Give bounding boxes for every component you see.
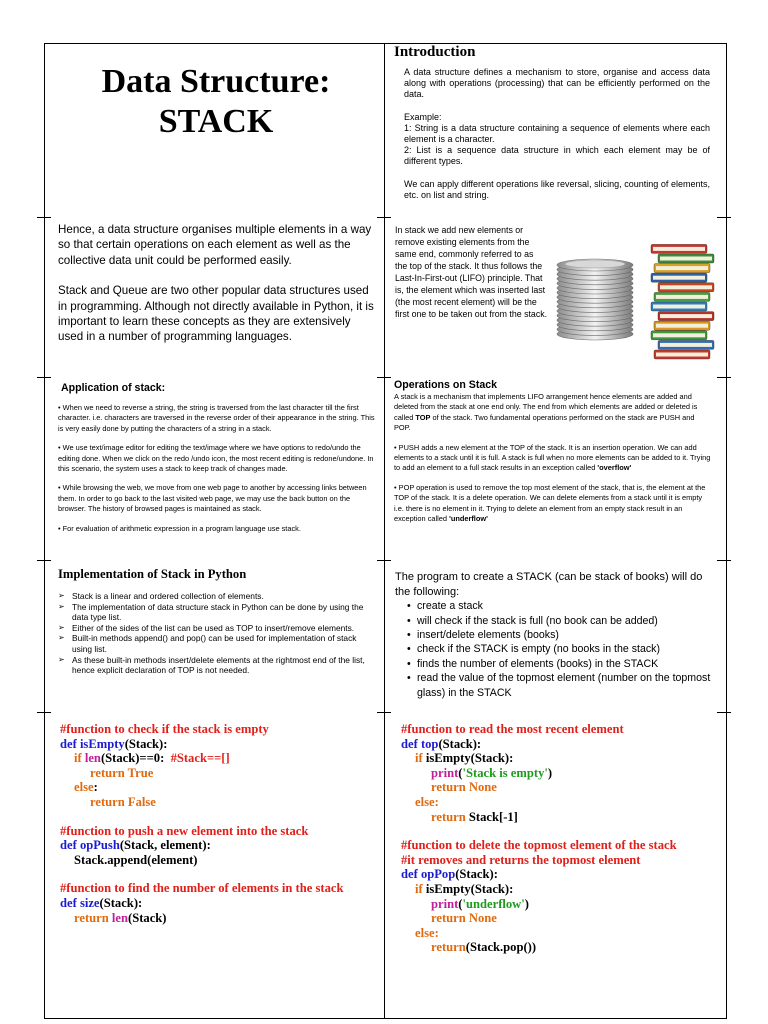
- code-text: (Stack):: [438, 736, 482, 751]
- program-item: • create a stack: [407, 599, 717, 613]
- book-pages: [656, 353, 708, 357]
- code-keyword: def: [60, 895, 80, 910]
- intro-paragraph: A data structure defines a mechanism to store, organise and access data along with operations (processing) that can be efficiently performed on the data.: [404, 67, 710, 100]
- row-tick: [717, 217, 731, 218]
- code-text: (Stack): [128, 910, 167, 925]
- program-section: [395, 570, 717, 710]
- code-text: (Stack.pop()): [465, 940, 537, 955]
- row-tick: [37, 377, 51, 378]
- operations-paragraph: [394, 392, 712, 434]
- book-pages: [653, 276, 705, 280]
- code-text: ): [524, 896, 529, 911]
- code-builtin: len: [111, 910, 128, 925]
- code-keyword: if: [74, 751, 85, 766]
- code-keyword: def: [60, 838, 80, 853]
- code-line: [401, 810, 719, 825]
- code-text: (Stack):: [124, 736, 168, 751]
- code-builtin: len: [84, 751, 101, 766]
- implementation-section: [58, 567, 376, 707]
- title-line-1: Data Structure:: [101, 63, 331, 100]
- hence-section: [58, 222, 376, 372]
- application-heading: Application of stack:: [61, 382, 166, 394]
- implementation-item: ➢ As these built-in methods insert/delete elements at the rightmost end of the list, hence explicit declaration of TOP is not needed.: [58, 655, 376, 676]
- code-keyword: else: [74, 780, 94, 795]
- code-text: (: [458, 896, 463, 911]
- row-tick: [377, 377, 391, 378]
- row-tick: [717, 377, 731, 378]
- row-tick: [717, 712, 731, 713]
- program-list: [395, 599, 717, 700]
- code-text: Stack[-1]: [468, 809, 518, 824]
- book-stack-image: [648, 240, 718, 362]
- code-text: (Stack, element):: [119, 838, 211, 853]
- plate-top: [565, 260, 625, 268]
- book-pages: [660, 314, 712, 318]
- lifo-section: [395, 224, 548, 354]
- operations-top-term: TOP: [415, 412, 431, 422]
- code-string: 'underflow': [462, 896, 525, 911]
- push-description: [394, 443, 712, 474]
- code-keyword: return: [74, 910, 112, 925]
- code-keyword: return: [431, 809, 469, 824]
- code-line: [60, 780, 382, 795]
- code-line: [60, 896, 382, 911]
- program-item: • insert/delete elements (books): [407, 628, 717, 642]
- code-line: [60, 737, 382, 752]
- code-line: [60, 911, 382, 926]
- intro-example-1: 1: String is a data structure containing a sequence of elements where each element is a character.: [404, 122, 710, 145]
- application-item: • While browsing the web, we move from one web page to another by accessing links between them. In order to go back to the last visited web page, we may use the back button on the browser. The history of browsed pages is maintained as stack.: [58, 483, 367, 514]
- code-keyword: def: [401, 867, 421, 882]
- row-tick: [717, 560, 731, 561]
- code-comment: #function to push a new element into the stack: [60, 823, 309, 838]
- code-line: [401, 867, 719, 882]
- book-pages: [653, 333, 705, 337]
- row-tick: [377, 217, 391, 218]
- implementation-item: ➢ The implementation of data structure stack in Python can be done by using the data type list.: [58, 602, 376, 623]
- code-function: size: [79, 895, 100, 910]
- code-block-left: [60, 722, 382, 1012]
- program-item: • will check if the stack is full (no book can be added): [407, 614, 717, 628]
- code-line: [401, 751, 719, 766]
- code-function: top: [420, 736, 439, 751]
- code-text: :: [93, 780, 98, 795]
- code-function: opPush: [79, 838, 120, 853]
- row-tick: [37, 217, 51, 218]
- code-keyword: if: [415, 751, 426, 766]
- implementation-item: ➢ Stack is a linear and ordered collection of elements.: [58, 591, 376, 602]
- code-line: [401, 897, 719, 912]
- code-line: [60, 838, 382, 853]
- introduction-heading: Introduction: [394, 44, 476, 60]
- page-title: [56, 62, 376, 142]
- book-pages: [660, 343, 712, 347]
- code-builtin: print: [431, 765, 459, 780]
- code-line: else:: [415, 925, 439, 940]
- code-block-right: [401, 722, 719, 1012]
- code-function: opPop: [420, 867, 456, 882]
- plate-stack-image: [552, 250, 638, 342]
- code-line: return False: [90, 794, 156, 809]
- code-line: [401, 882, 719, 897]
- pop-description: [394, 483, 712, 525]
- code-comment: #function to find the number of elements in the stack: [60, 881, 344, 896]
- center-divider: [384, 43, 385, 1019]
- application-item: • When we need to reverse a string, the string is traversed from the last character till the first character. i.e. characters are traversed in the reverse order of their appearance in the string. This is very easily done by putting the characters of a string in a stack.: [58, 403, 375, 433]
- code-keyword: if: [415, 881, 426, 896]
- code-comment: #Stack==[]: [170, 751, 230, 766]
- code-builtin: print: [431, 896, 459, 911]
- code-text: ): [547, 765, 553, 780]
- underflow-term: 'underflow': [449, 514, 488, 524]
- program-item: • read the value of the topmost element (number on the topmost glass) in the STACK: [407, 671, 717, 700]
- program-intro: The program to create a STACK (can be stack of books) will do the following:: [395, 571, 703, 598]
- code-text: isEmpty(Stack):: [425, 881, 514, 896]
- book-pages: [660, 257, 712, 261]
- code-line: return None: [431, 780, 497, 795]
- code-line: [401, 940, 719, 955]
- code-line: [401, 737, 719, 752]
- code-text: (Stack):: [455, 867, 498, 882]
- code-text: (Stack):: [99, 895, 143, 910]
- implementation-item: ➢ Either of the sides of the list can be used as TOP to insert/remove elements.: [58, 623, 376, 634]
- code-line: Stack.append(element): [74, 852, 198, 867]
- code-line: [60, 751, 382, 766]
- lifo-text: In stack we add new elements or remove existing elements from the same end, commonly referred to as the top of the stack. It thus follows the Last-In-First-out (LIFO) principle. That is, the element which was inserted last (the most recent element) will be the first one to be taken out from the stack.: [395, 225, 548, 319]
- code-keyword: def: [60, 736, 80, 751]
- operations-text: of the stack. Two fundamental operations performed on the stack are PUSH and POP.: [394, 412, 695, 433]
- implementation-item: ➢ Built-in methods append() and pop() can be used for implementation of stack using list.: [58, 633, 376, 654]
- pop-text: • POP operation is used to remove the top most element of the stack, that is, the element at the TOP of the stack. It is a delete operation. We can delete elements from a stack until it is empty i.e. there is no element in it. Trying to delete an element from an empty stack result in an exception called: [394, 482, 706, 524]
- program-item: • finds the number of elements (books) in the STACK: [407, 657, 717, 671]
- hence-paragraph-1: Hence, a data structure organises multiple elements in a way so that certain operations on each element as well as the collective data unit could be performed easily.: [58, 223, 372, 267]
- intro-example-2: 2: List is a sequence data structure in which each element may be of different types.: [404, 145, 710, 167]
- hence-paragraph-2: Stack and Queue are two other popular data structures used in programming. Although not directly available in Python, it is important to learn these concepts as they are extensively used in a number of programming languages.: [58, 284, 374, 344]
- operations-section: [394, 379, 712, 557]
- book-pages: [653, 305, 705, 309]
- code-line: return None: [431, 911, 497, 926]
- code-keyword: return: [431, 940, 466, 955]
- code-comment: #function to delete the topmost element of the stack: [401, 838, 677, 853]
- operations-text: A stack is a mechanism that implements LIFO arrangement hence elements are added and deleted from the stack at one end only. The end from which elements are added or deleted is called: [394, 392, 698, 422]
- code-line: return True: [90, 765, 154, 780]
- code-comment: #function to check if the stack is empty: [60, 722, 269, 736]
- application-item: • We use text/image editor for editing the text/image where we have options to redo/undo the editing done. When we click on the redo /undo icon, the most recent editing is redone/undone. In this scenario, the system uses a stack to keep track of changes made.: [58, 443, 374, 474]
- row-tick: [37, 560, 51, 561]
- program-item: • check if the STACK is empty (no books in the stack): [407, 642, 717, 656]
- book-pages: [656, 324, 708, 328]
- code-text: isEmpty(Stack):: [425, 751, 514, 766]
- title-line-2: STACK: [158, 103, 274, 140]
- introduction-section: [394, 44, 710, 214]
- row-tick: [37, 712, 51, 713]
- intro-example-label: Example:: [404, 111, 442, 122]
- row-tick: [377, 712, 391, 713]
- book-pages: [656, 266, 708, 270]
- code-text: (: [458, 765, 463, 780]
- code-line: [401, 766, 719, 781]
- book-pages: [660, 285, 712, 289]
- code-string: 'Stack is empty': [462, 765, 548, 780]
- application-item: • For evaluation of arithmetic expression in a program language use stack.: [58, 523, 301, 533]
- implementation-heading: Implementation of Stack in Python: [58, 567, 247, 581]
- implementation-list: [58, 591, 376, 676]
- code-comment: #it removes and returns the topmost element: [401, 852, 641, 867]
- operations-heading: Operations on Stack: [394, 379, 498, 391]
- overflow-term: 'overflow': [597, 463, 632, 473]
- intro-operations: We can apply different operations like reversal, slicing, counting of elements, etc. on list and string.: [404, 178, 710, 200]
- push-text: • PUSH adds a new element at the TOP of the stack. It is an insertion operation. We can add elements to a stack until it is full. A stack is full when no more elements can be added to it. Trying to add an element to a full stack results in an exception called: [394, 442, 711, 473]
- row-tick: [377, 560, 391, 561]
- code-keyword: def: [401, 736, 421, 751]
- code-function: isEmpty: [79, 736, 125, 751]
- book-pages: [656, 295, 708, 299]
- code-text: (Stack)==0:: [100, 751, 171, 766]
- book-pages: [653, 247, 705, 251]
- title-block: [56, 62, 376, 152]
- application-section: [58, 382, 376, 557]
- code-comment: #function to read the most recent element: [401, 722, 624, 736]
- code-line: else:: [415, 794, 439, 809]
